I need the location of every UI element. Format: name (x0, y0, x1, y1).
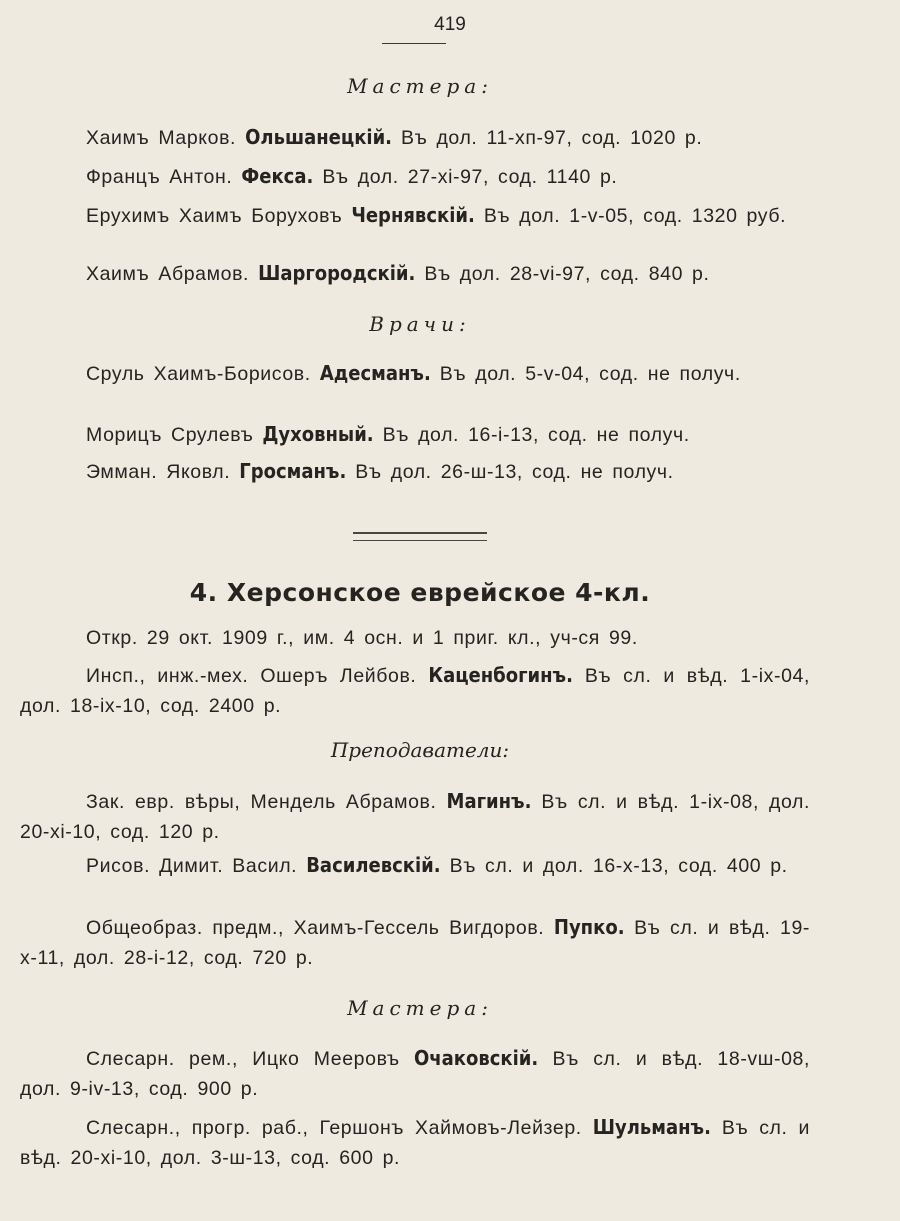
entry-post: Въ дол. 11-хп-97, сод. 1020 р. (392, 127, 703, 149)
entry-pre: Сруль Хаимъ-Борисов. (86, 363, 320, 385)
entry-post: Въ сл. и вѣд. 19-х-11, дол. 28-і-12, сод. 720 р. (20, 917, 810, 969)
teacher-entry (20, 850, 810, 881)
surname: Гросманъ. (239, 459, 347, 483)
entry-post: Въ дол. 28-vі-97, сод. 840 р. (415, 263, 710, 285)
entry-post: Въ дол. 26-ш-13, сод. не получ. (346, 461, 674, 483)
surname: Магинъ. (446, 789, 532, 813)
master-entry (20, 200, 810, 231)
section-masters-heading: Мастера: (347, 996, 493, 1020)
entry-pre: Хаимъ Абрамов. (86, 263, 259, 285)
entry-post: Въ сл. и дол. 16-х-13, сод. 400 р. (440, 855, 788, 877)
entry-pre: Слесарн. рем., Ицко Мееровъ (86, 1048, 414, 1070)
section-title: 4. Херсонское еврейское 4-кл. (189, 578, 651, 607)
surname: Шаргородскій. (258, 261, 416, 285)
surname: Ольшанецкій. (245, 125, 393, 149)
surname: Каценбогинъ. (428, 663, 573, 687)
master-entry (20, 161, 810, 192)
entry-pre: Морицъ Срулевъ (86, 424, 263, 446)
entry-pre: Рисов. Димит. Васил. (86, 855, 307, 877)
entry-pre: Ерухимъ Хаимъ Боруховъ (86, 205, 352, 227)
opening-info (20, 623, 810, 653)
surname: Очаковскій. (413, 1046, 539, 1070)
surname: Духовный. (262, 422, 374, 446)
entry-pre: Хаимъ Марков. (86, 127, 246, 149)
entry-pre: Общеобраз. предм., Хаимъ-Гессель Вигдоров. (86, 917, 554, 939)
entry-pre: Эмман. Яковл. (86, 461, 240, 483)
opening-text: Откр. 29 окт. 1909 г., им. 4 осн. и 1 приг. кл., уч-ся 99. (86, 627, 638, 649)
entry-post: Въ сл. и вѣд. 1-іх-04, дол. 18-іх-10, сод. 2400 р. (20, 665, 810, 717)
doctor-entry (20, 419, 810, 450)
entry-pre: Инсп., инж.-мех. Ошеръ Лейбов. (86, 665, 429, 687)
section-divider (353, 532, 487, 541)
doctor-entry (20, 456, 810, 487)
surname: Шульманъ. (592, 1115, 711, 1139)
entry-post: Въ дол. 1-v-05, сод. 1320 руб. (474, 205, 787, 227)
inspector-entry (20, 660, 810, 721)
entry-pre: Слесарн., прогр. раб., Гершонъ Хаймовъ-Лейзер. (86, 1117, 593, 1139)
entry-pre: Францъ Антон. (86, 166, 242, 188)
entry-post: Въ сл. и вѣд. 18-vш-08, дол. 9-іv-13, сод. 900 р. (20, 1048, 811, 1100)
entry-post: Въ дол. 16-і-13, сод. не получ. (373, 424, 690, 446)
entry-post: Въ дол. 27-хі-97, сод. 1140 р. (313, 166, 618, 188)
surname: Адесманъ. (319, 361, 431, 385)
entry-post: Въ сл. и вѣд. 20-хі-10, дол. 3-ш-13, сод. 600 р. (20, 1117, 810, 1169)
master-entry (20, 1043, 810, 1104)
master-entry (20, 1112, 810, 1173)
master-entry (20, 122, 810, 153)
entry-post: Въ сл. и вѣд. 1-іх-08, дол. 20-хі-10, сод. 120 р. (20, 791, 810, 843)
doctors-heading: Врачи: (369, 312, 471, 336)
teacher-entry (20, 786, 810, 847)
surname: Пупко. (553, 915, 625, 939)
page-number: 419 (434, 14, 466, 35)
master-entry (20, 258, 810, 289)
page-number-rule (382, 43, 446, 44)
surname: Чернявскій. (351, 203, 475, 227)
teacher-entry (20, 912, 810, 973)
surname: Василевскій. (306, 853, 441, 877)
entry-pre: Зак. евр. вѣры, Мендель Абрамов. (86, 791, 447, 813)
masters-heading: Мастера: (347, 74, 493, 98)
entry-post: Въ дол. 5-v-04, сод. не получ. (430, 363, 741, 385)
doctor-entry (20, 358, 810, 389)
surname: Фекса. (241, 164, 314, 188)
teachers-heading: Преподаватели: (330, 738, 510, 762)
